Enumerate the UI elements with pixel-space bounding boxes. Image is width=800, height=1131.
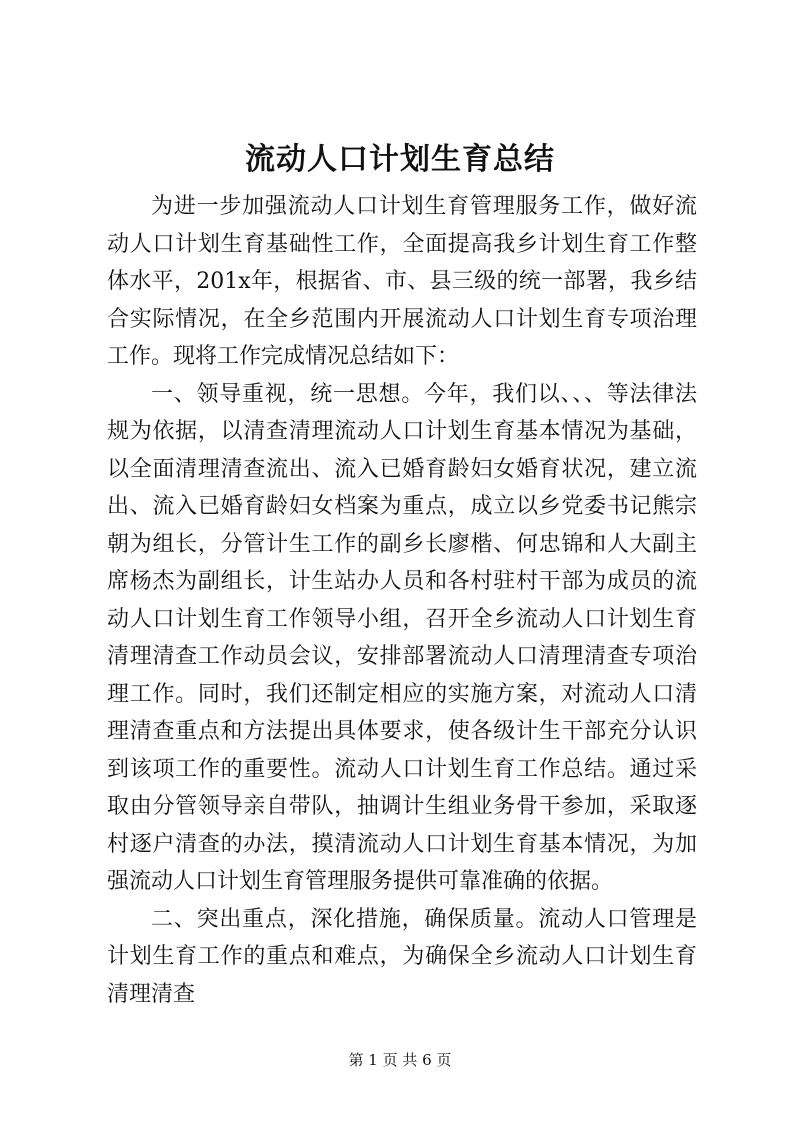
- paragraph-intro: 为进一步加强流动人口计划生育管理服务工作，做好流动人口计划生育基础性工作，全面提高我乡计划生育工作整体水平，201x年，根据省、市、县三级的统一部署，我乡结合实际情况，在全乡范围内开展流动人口计划生育专项治理工作。现将工作完成情况总结如下：: [107, 194, 697, 369]
- page-footer: 第 1 页 共 6 页: [348, 1051, 452, 1069]
- document-title: 流动人口计划生育总结: [245, 142, 555, 177]
- document-body: [107, 188, 697, 1013]
- paragraph-section-two: 二、突出重点，深化措施，确保质量。流动人口管理是计划生育工作的重点和难点，为确保全乡流动人口计划生育清理清查: [107, 906, 697, 1007]
- paragraph-section-one: 一、领导重视，统一思想。今年，我们以、、、等法律法规为依据，以清查清理流动人口计划生育基本情况为基础，以全面清理清查流出、流入已婚育龄妇女婚育状况，建立流出、流入已婚育龄妇女档案为重点，成立以乡党委书记熊宗朝为组长，分管计生工作的副乡长廖楷、何忠锦和人大副主席杨杰为副组长，计生站办人员和各村驻村干部为成员的流动人口计划生育工作领导小组，召开全乡流动人口计划生育清理清查工作动员会议，安排部署流动人口清理清查专项治理工作。同时，我们还制定相应的实施方案，对流动人口清理清查重点和方法提出具体要求，使各级计生干部充分认识到该项工作的重要性。流动人口计划生育工作总结。通过采取由分管领导亲自带队，抽调计生组业务骨干参加，采取逐村逐户清查的办法，摸清流动人口计划生育基本情况，为加强流动人口计划生育管理服务提供可靠准确的依据。: [107, 381, 697, 894]
